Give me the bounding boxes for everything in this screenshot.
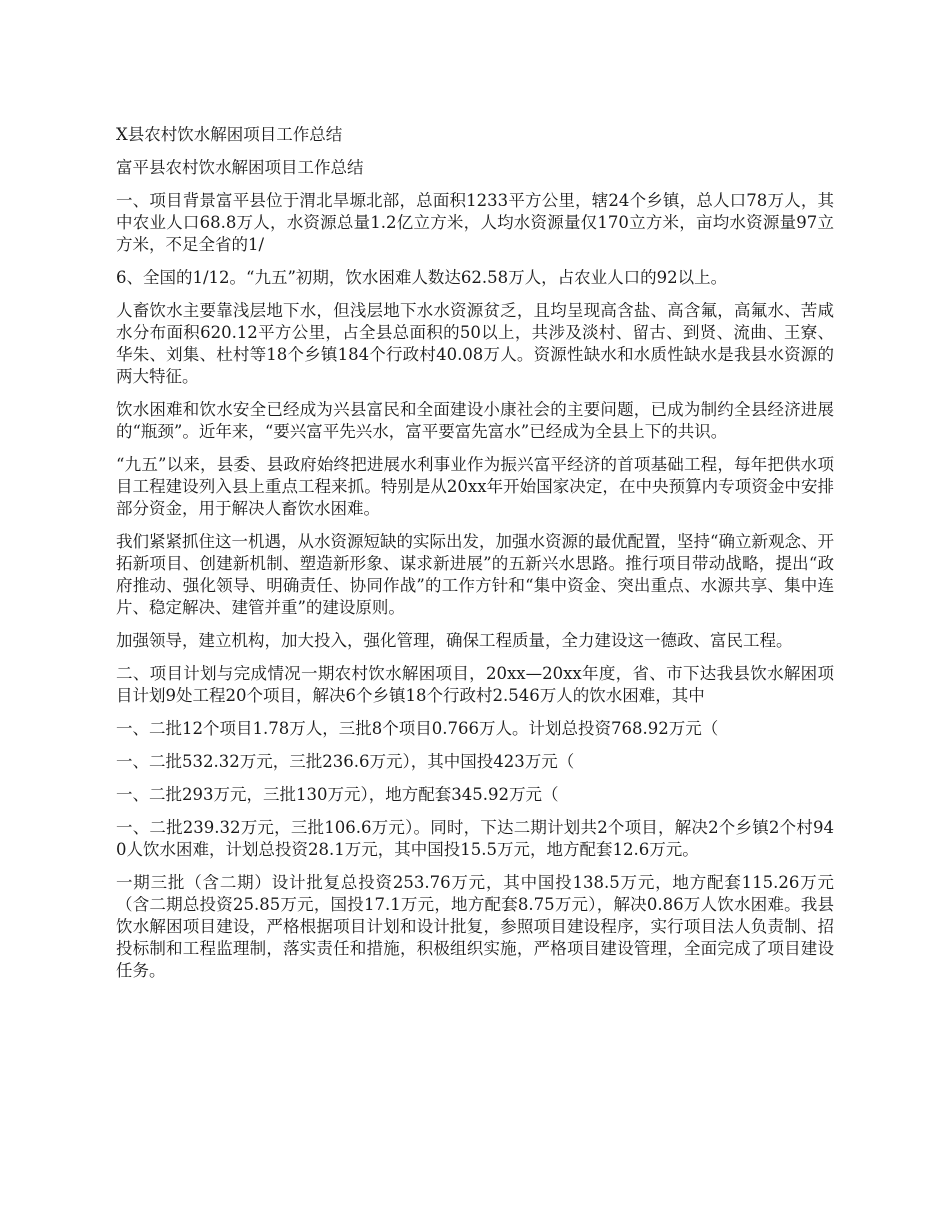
paragraph: 一、二批239.32万元，三批106.6万元）。同时，下达二期计划共2个项目，解决2个乡镇2个村940人饮水困难，计划总投资28.1万元，其中国投15.5万元，地方配套12.6万元。 xyxy=(116,818,834,859)
paragraph: 一、二批12个项目1.78万人，三批8个项目0.766万人。计划总投资768.92万元（ xyxy=(116,719,719,738)
paragraph: 一期三批（含二期）设计批复总投资253.76万元，其中国投138.5万元，地方配套115.26万元（含二期总投资25.85万元，国投17.1万元，地方配套8.75万元），解决0.86万人饮水困难。我县饮水解困项目建设，严格根据项目计划和设计批复，参照项目建设程序，实行项目法人负责制、招投标制和工程监理制，落实责任和措施，积极组织实施，严格项目建设管理，全面完成了项目建设任务。 xyxy=(116,873,834,980)
paragraph: 富平县农村饮水解困项目工作总结 xyxy=(116,158,364,177)
paragraph: 人畜饮水主要靠浅层地下水，但浅层地下水水资源贫乏，且均呈现高含盐、高含氟，高氟水、苦咸水分布面积620.12平方公里，占全县总面积的50以上，共涉及淡村、留古、到贤、流曲、王寮、华朱、刘集、杜村等18个乡镇184个行政村40.08万人。资源性缺水和水质性缺水是我县水资源的两大特征。 xyxy=(116,301,834,386)
paragraph: 二、项目计划与完成情况一期农村饮水解困项目，20xx—20xx年度，省、市下达我县饮水解困项目计划9处工程20个项目，解决6个乡镇18个行政村2.546万人的饮水困难，其中 xyxy=(116,664,834,705)
paragraph: 我们紧紧抓住这一机遇，从水资源短缺的实际出发，加强水资源的最优配置，坚持“确立新观念、开拓新项目、创建新机制、塑造新形象、谋求新进展”的五新兴水思路。推行项目带动战略，提出“政府推动、强化领导、明确责任、协同作战”的工作方针和“集中资金、突出重点、水源共享、集中连片、稳定解决、建管并重”的建设原则。 xyxy=(116,532,834,617)
paragraph: 一、二批532.32万元，三批236.6万元），其中国投423万元（ xyxy=(116,752,575,771)
document-title: X县农村饮水解困项目工作总结 xyxy=(116,125,343,144)
paragraph: 一、项目背景富平县位于渭北旱塬北部，总面积1233平方公里，辖24个乡镇，总人口78万人，其中农业人口68.8万人，水资源总量1.2亿立方米，人均水资源量仅170立方米，亩均水资源量97立方米，不足全省的1/ xyxy=(116,191,834,254)
paragraph: 6、全国的1/12。“九五”初期，饮水困难人数达62.58万人，占农业人口的92以上。 xyxy=(116,268,728,287)
paragraph: 一、二批293万元，三批130万元），地方配套345.92万元（ xyxy=(116,785,559,804)
paragraph: 加强领导，建立机构，加大投入，强化管理，确保工程质量，全力建设这一德政、富民工程。 xyxy=(116,631,793,650)
paragraph: “九五”以来，县委、县政府始终把进展水利事业作为振兴富平经济的首项基础工程，每年把供水项目工程建设列入县上重点工程来抓。特别是从20xx年开始国家决定，在中央预算内专项资金中安排部分资金，用于解决人畜饮水困难。 xyxy=(116,455,834,518)
paragraph: 饮水困难和饮水安全已经成为兴县富民和全面建设小康社会的主要问题，已成为制约全县经济进展的“瓶颈”。近年来，“要兴富平先兴水，富平要富先富水”已经成为全县上下的共识。 xyxy=(116,400,834,441)
document-page xyxy=(116,124,834,993)
